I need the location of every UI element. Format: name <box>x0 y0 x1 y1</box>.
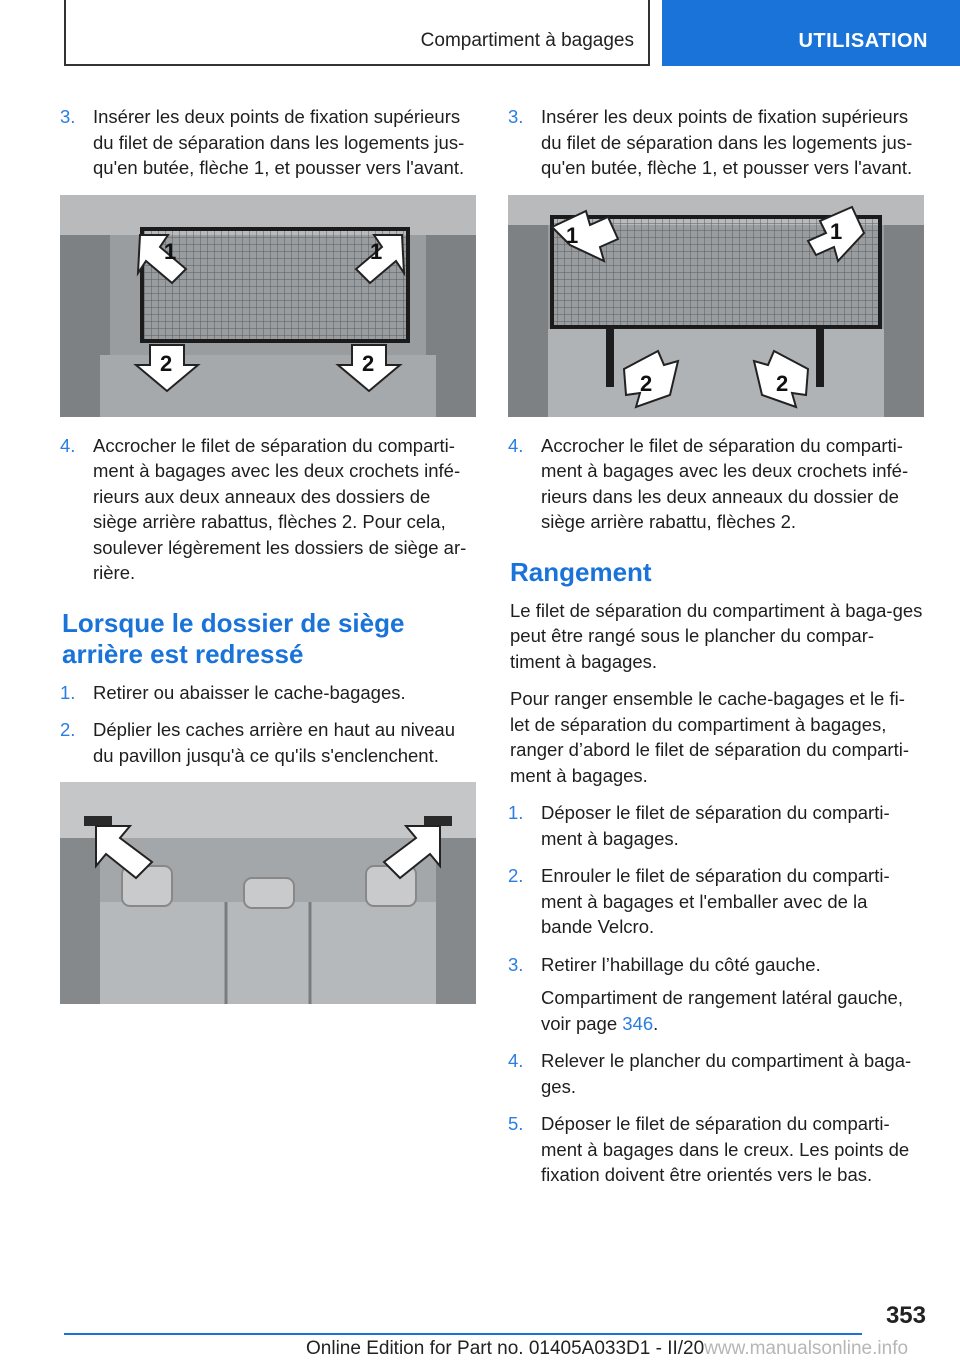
figure-net-single-seat <box>508 195 924 417</box>
step-text: Insérer les deux points de fixation supérieurs du filet de séparation dans les logements jus-qu'en butée, flèche 1, et pousser vers l'avant. <box>93 106 465 178</box>
header-section-title: Compartiment à bagages <box>420 30 634 51</box>
storage-step-1 <box>508 800 924 851</box>
figure-label-2-right: 2 <box>776 370 789 396</box>
step-number: 4. <box>508 1050 524 1071</box>
storage-step-5 <box>508 1111 924 1188</box>
step-number: 5. <box>508 1113 524 1134</box>
step-number: 3. <box>508 106 524 127</box>
step-number: 2. <box>60 719 76 740</box>
footer-edition <box>306 1338 908 1360</box>
storage-step-3 <box>508 952 924 978</box>
left-step-3 <box>60 104 476 181</box>
right-step-3 <box>508 104 924 181</box>
figure-label-2-left: 2 <box>640 370 653 396</box>
header-section-box <box>64 0 650 66</box>
figure-label-1-left: 1 <box>164 238 177 264</box>
reference-suffix: . <box>653 1012 659 1034</box>
storage-paragraph-2: Pour ranger ensemble le cache-bagages et le fi-let de séparation du compartiment à bagages, ranger d’abord le filet de séparation du comparti-ment à bagages. <box>510 688 910 786</box>
step-number: 3. <box>508 953 524 975</box>
left-step-4 <box>60 433 476 586</box>
figure-label-1-right: 1 <box>370 238 383 264</box>
storage-step-4 <box>508 1048 924 1099</box>
step-number: 4. <box>508 434 524 456</box>
step-text: Insérer les deux points de fixation supérieurs du filet de séparation dans les logements jus-qu'en butée, flèche 1, et pousser vers l'avant. <box>541 106 913 178</box>
left-column <box>60 104 476 1020</box>
page-number: 353 <box>885 1302 926 1329</box>
step-text: Retirer l’habillage du côté gauche. <box>541 953 821 975</box>
step-text: Accrocher le filet de séparation du comparti-ment à bagages avec les deux crochets infé-rieurs aux deux anneaux des dossiers de siège arrière rabattus, flèches 2. Pour cela, soulever légèrement les dossiers de siège ar-rière. <box>93 434 467 583</box>
figure-illustration <box>60 195 476 417</box>
reference-text: Compartiment de rangement latéral gauche, voir page <box>541 987 903 1034</box>
figure-label-1-left: 1 <box>566 222 579 248</box>
step-text: Retirer ou abaisser le cache-bagages. <box>93 681 406 703</box>
step-number: 2. <box>508 865 524 886</box>
figure-illustration <box>60 782 476 1004</box>
watermark-text: www.manualsonline.info <box>704 1338 909 1359</box>
storage-step-3-reference <box>508 985 924 1036</box>
figure-roof-covers <box>60 782 476 1004</box>
step-number: 4. <box>60 434 76 456</box>
step-text: Accrocher le filet de séparation du comparti-ment à bagages avec les deux crochets infé-rieurs dans les deux anneaux du dossier de siège arrière rabattu, flèches 2. <box>541 434 909 532</box>
figure-label-2-left: 2 <box>160 350 173 376</box>
figure-net-fold-down-seats <box>60 195 476 417</box>
step-number: 1. <box>60 681 76 703</box>
heading-storage: Rangement <box>510 556 652 587</box>
right-step-4 <box>508 433 924 535</box>
edition-text: Online Edition for Part no. 01405A033D1 - II/20 <box>306 1338 705 1359</box>
footer-divider <box>64 1333 862 1335</box>
heading-seat-upright: Lorsque le dossier de siège arrière est redressé <box>62 607 405 669</box>
storage-paragraph-1: Le filet de séparation du compartiment à baga-ges peut être rangé sous le plancher du compar-timent à bagages. <box>510 599 923 672</box>
header-chapter-tab <box>662 0 960 66</box>
right-column <box>508 104 924 1200</box>
step-text: Déposer le filet de séparation du comparti-ment à bagages. <box>541 802 890 849</box>
figure-label-1-right: 1 <box>830 218 843 244</box>
left-upright-step-1 <box>60 680 476 706</box>
step-number: 3. <box>60 106 76 127</box>
storage-step-2 <box>508 863 924 940</box>
step-number: 1. <box>508 802 524 823</box>
page-reference-link[interactable]: 346 <box>622 1012 654 1034</box>
step-text: Enrouler le filet de séparation du comparti-ment à bagages et l'emballer avec de la bande Velcro. <box>541 865 890 937</box>
step-text: Déposer le filet de séparation du comparti-ment à bagages dans le creux. Les points de fixation doivent être orientés vers le bas. <box>541 1113 910 1185</box>
step-text: Relever le plancher du compartiment à baga-ges. <box>541 1050 912 1097</box>
header-chapter-title: UTILISATION <box>798 30 928 52</box>
figure-illustration <box>508 195 924 417</box>
left-upright-step-2 <box>60 717 476 768</box>
step-text: Déplier les caches arrière en haut au niveau du pavillon jusqu'à ce qu'ils s'enclenchent. <box>93 719 455 766</box>
figure-label-2-right: 2 <box>362 350 375 376</box>
